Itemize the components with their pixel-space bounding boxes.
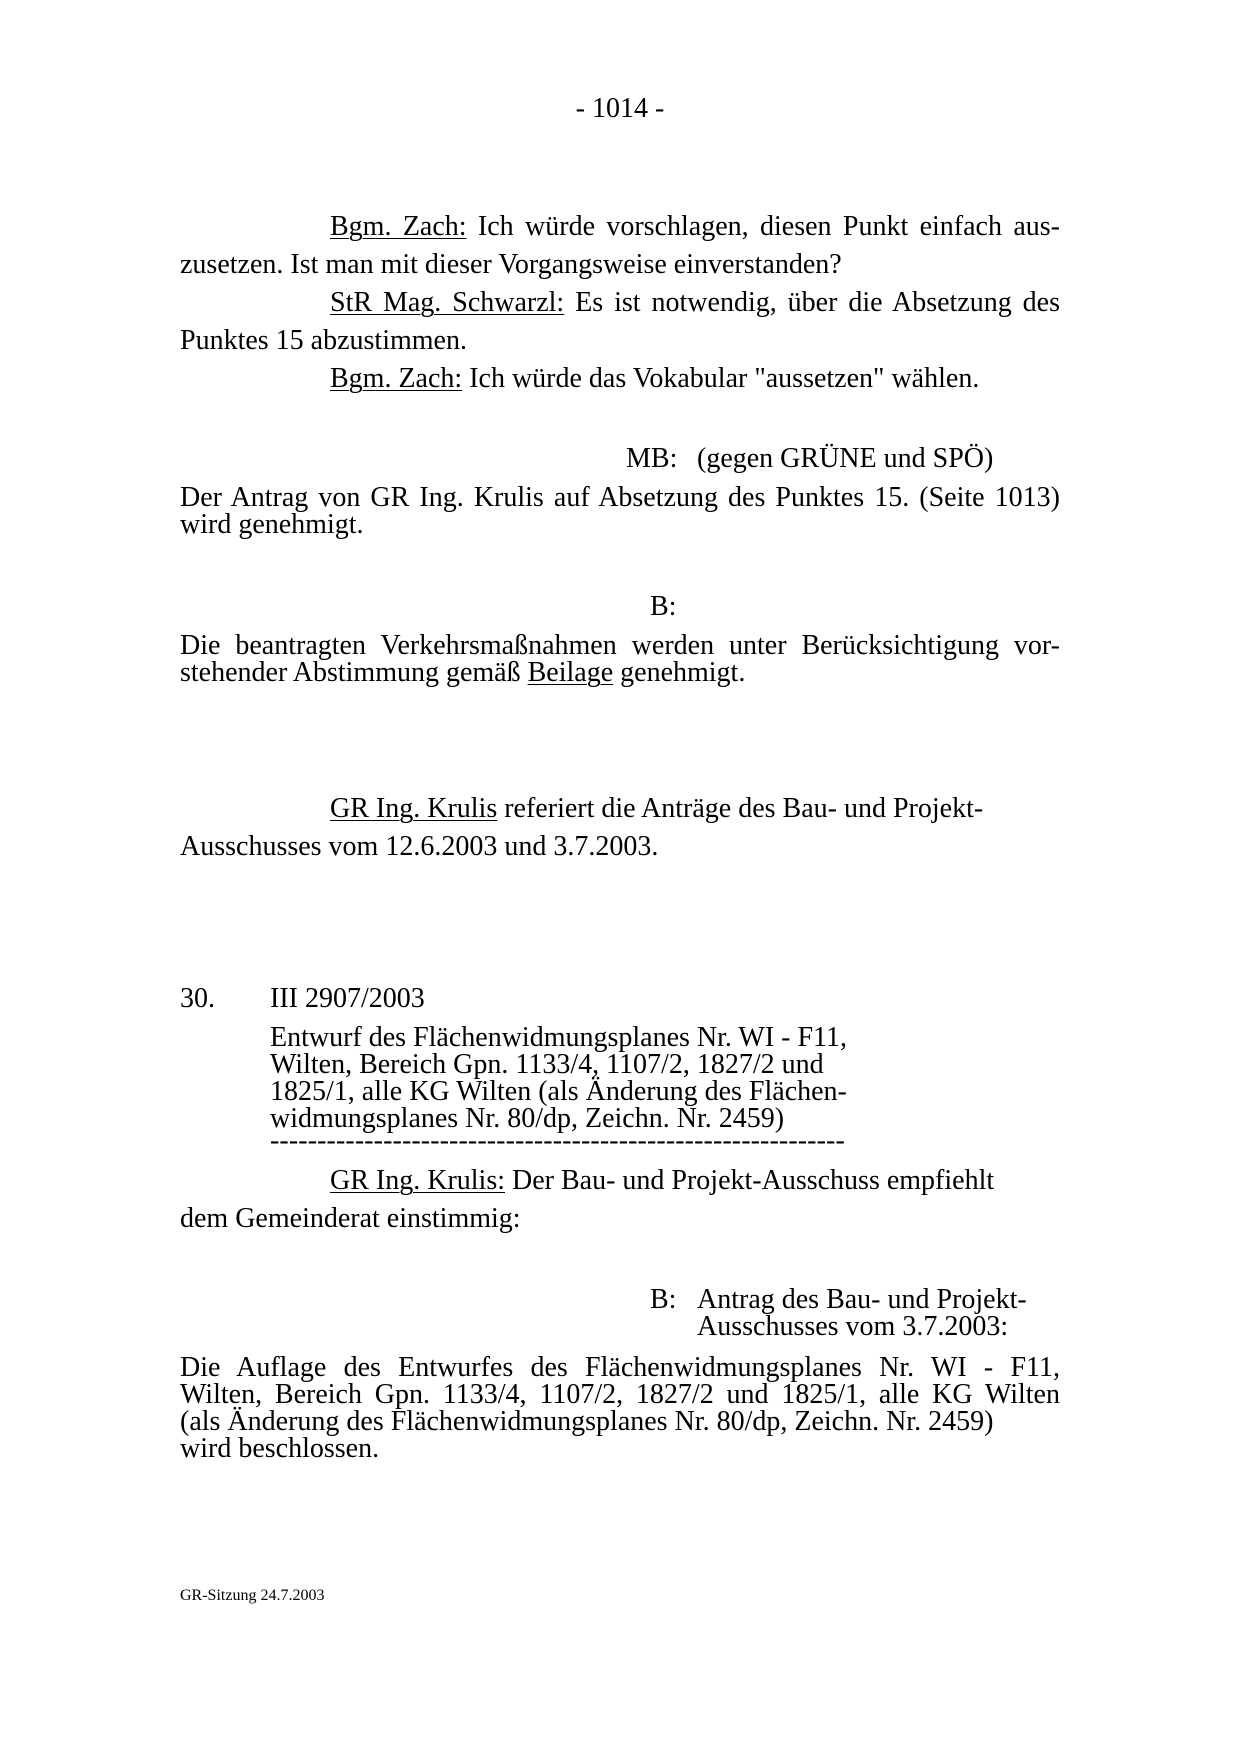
decision2-line2: Ausschusses vom 3.7.2003: <box>697 1311 1009 1342</box>
item-number: 30. <box>180 983 215 1014</box>
item-separator: ------------------------------------------------------------- <box>270 1125 845 1156</box>
resolution2-line2: stehender Abstimmung gemäß Beilage genehmigt. <box>180 657 746 688</box>
resolution1-line1: Der Antrag von GR Ing. Krulis auf Absetzung des Punktes 15. (Seite 1013) <box>180 482 1060 513</box>
resolution3-line3: (als Änderung des Flächenwidmungsplanes Nr. 80/dp, Zeichn. Nr. 2459) <box>180 1406 994 1437</box>
speaker-name: GR Ing. Krulis: <box>330 1165 505 1196</box>
speaker-name: Bgm. Zach: <box>330 211 467 242</box>
decision-label: B: <box>650 591 677 622</box>
beilage-link: Beilage <box>527 657 614 688</box>
item-title-line1: Entwurf des Flächenwidmungsplanes Nr. WI - F11, <box>270 1022 848 1053</box>
item-title-line3: 1825/1, alle KG Wilten (als Änderung des Flächen- <box>270 1076 847 1107</box>
resolution2-line1: Die beantragten Verkehrsmaßnahmen werden unter Berücksichtigung vor- <box>180 630 1060 661</box>
item-title-line2: Wilten, Bereich Gpn. 1133/4, 1107/2, 1827/2 und <box>270 1049 824 1080</box>
resolution3-line2: Wilten, Bereich Gpn. 1133/4, 1107/2, 1827/2 und 1825/1, alle KG Wilten <box>180 1379 1060 1410</box>
speaker-name: GR Ing. Krulis <box>330 793 498 824</box>
vote-label: MB: <box>626 443 678 474</box>
vote-text: (gegen GRÜNE und SPÖ) <box>697 443 994 474</box>
speech-bgm-zach-2: Bgm. Zach: Ich würde das Vokabular "aussetzen" wählen. <box>330 363 980 394</box>
speech-bgm-zach-1-line1: Bgm. Zach: Ich würde vorschlagen, diesen Punkt einfach aus- <box>330 211 1060 242</box>
speaker-name: StR Mag. Schwarzl: <box>330 287 565 318</box>
report-line2: Ausschusses vom 12.6.2003 und 3.7.2003. <box>180 831 659 862</box>
item-title-line4: widmungsplanes Nr. 80/dp, Zeichn. Nr. 2459) <box>270 1103 785 1134</box>
speech-krulis-line2: dem Gemeinderat einstimmig: <box>180 1203 521 1234</box>
speech-schwarzl-line2: Punktes 15 abzustimmen. <box>180 325 467 356</box>
decision2-line1: Antrag des Bau- und Projekt- <box>697 1284 1027 1315</box>
page-footer: GR-Sitzung 24.7.2003 <box>180 1587 325 1604</box>
resolution3-line1: Die Auflage des Entwurfes des Flächenwidmungsplanes Nr. WI - F11, <box>180 1352 1060 1383</box>
speech-bgm-zach-1-line2: zusetzen. Ist man mit dieser Vorgangsweise einverstanden? <box>180 249 842 280</box>
speech-schwarzl-line1: StR Mag. Schwarzl: Es ist notwendig, über die Absetzung des <box>330 287 1061 318</box>
resolution1-line2: wird genehmigt. <box>180 509 364 540</box>
speaker-name: Bgm. Zach: <box>330 363 463 394</box>
resolution3-line4: wird beschlossen. <box>180 1433 380 1464</box>
page-number: - 1014 - <box>575 93 665 124</box>
report-line1: GR Ing. Krulis referiert die Anträge des Bau- und Projekt- <box>330 793 984 824</box>
speech-krulis-line1: GR Ing. Krulis: Der Bau- und Projekt-Ausschuss empfiehlt <box>330 1165 995 1196</box>
decision2-label: B: <box>650 1284 677 1315</box>
item-reference: III 2907/2003 <box>270 983 425 1014</box>
